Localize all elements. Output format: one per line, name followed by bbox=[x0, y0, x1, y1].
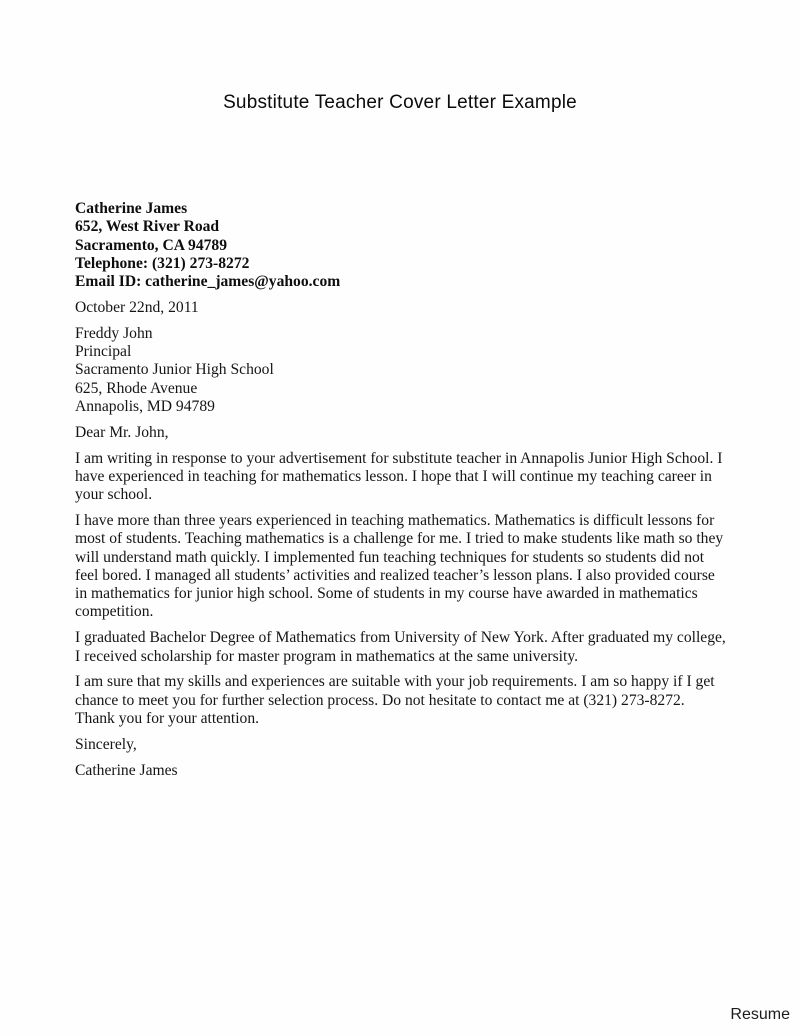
recipient-title: Principal bbox=[75, 343, 132, 361]
sender-email: Email ID: catherine_james@yahoo.com bbox=[75, 273, 341, 291]
body-paragraph: I have more than three years experienced in teaching mathematics. Mathematics is difficult lessons for most of students. Teaching mathematics is a challenge for me. I tried to make students like math so they will understand math quickly. I implemented fun teaching techniques for students so students did not feel bored. I managed all students’ activities and realized teacher’s lesson plans. I also provided course in mathematics for junior high school. Some of students in my course have awarded in mathematics competition. bbox=[75, 511, 724, 621]
recipient-name: Freddy John bbox=[75, 324, 153, 342]
page-title: Substitute Teacher Cover Letter Example bbox=[223, 92, 577, 113]
closing: Sincerely, bbox=[75, 735, 137, 753]
sender-address-line: Sacramento, CA 94789 bbox=[75, 236, 228, 254]
recipient-address-line: Annapolis, MD 94789 bbox=[75, 397, 215, 415]
letter-date: October 22nd, 2011 bbox=[75, 298, 199, 316]
sender-telephone: Telephone: (321) 273-8272 bbox=[75, 254, 250, 272]
recipient-block bbox=[75, 325, 727, 416]
signature: Catherine James bbox=[75, 761, 178, 779]
body-paragraph: I graduated Bachelor Degree of Mathematics from University of New York. After graduated my college, I received scholarship for master program in mathematics at the same university. bbox=[75, 629, 726, 665]
body-paragraph: I am writing in response to your advertisement for substitute teacher in Annapolis Junior High School. I have experienced in teaching for mathematics lesson. I hope that I will continue my teaching career in your school. bbox=[75, 449, 723, 504]
sender-name: Catherine James bbox=[75, 200, 188, 217]
recipient-address-line: 625, Rhode Avenue bbox=[75, 379, 198, 397]
recipient-school: Sacramento Junior High School bbox=[75, 361, 274, 379]
salutation: Dear Mr. John, bbox=[75, 423, 169, 441]
letter-body bbox=[75, 200, 727, 787]
footer-caption: Resume bbox=[730, 1006, 790, 1023]
sender-block bbox=[75, 200, 727, 291]
body-paragraph: I am sure that my skills and experiences are suitable with your job requirements. I am so happy if I get chance to meet you for further selection process. Do not hesitate to contact me at (321) 273-8272. Thank you for your attention. bbox=[75, 673, 715, 727]
sender-address-line: 652, West River Road bbox=[75, 218, 220, 236]
